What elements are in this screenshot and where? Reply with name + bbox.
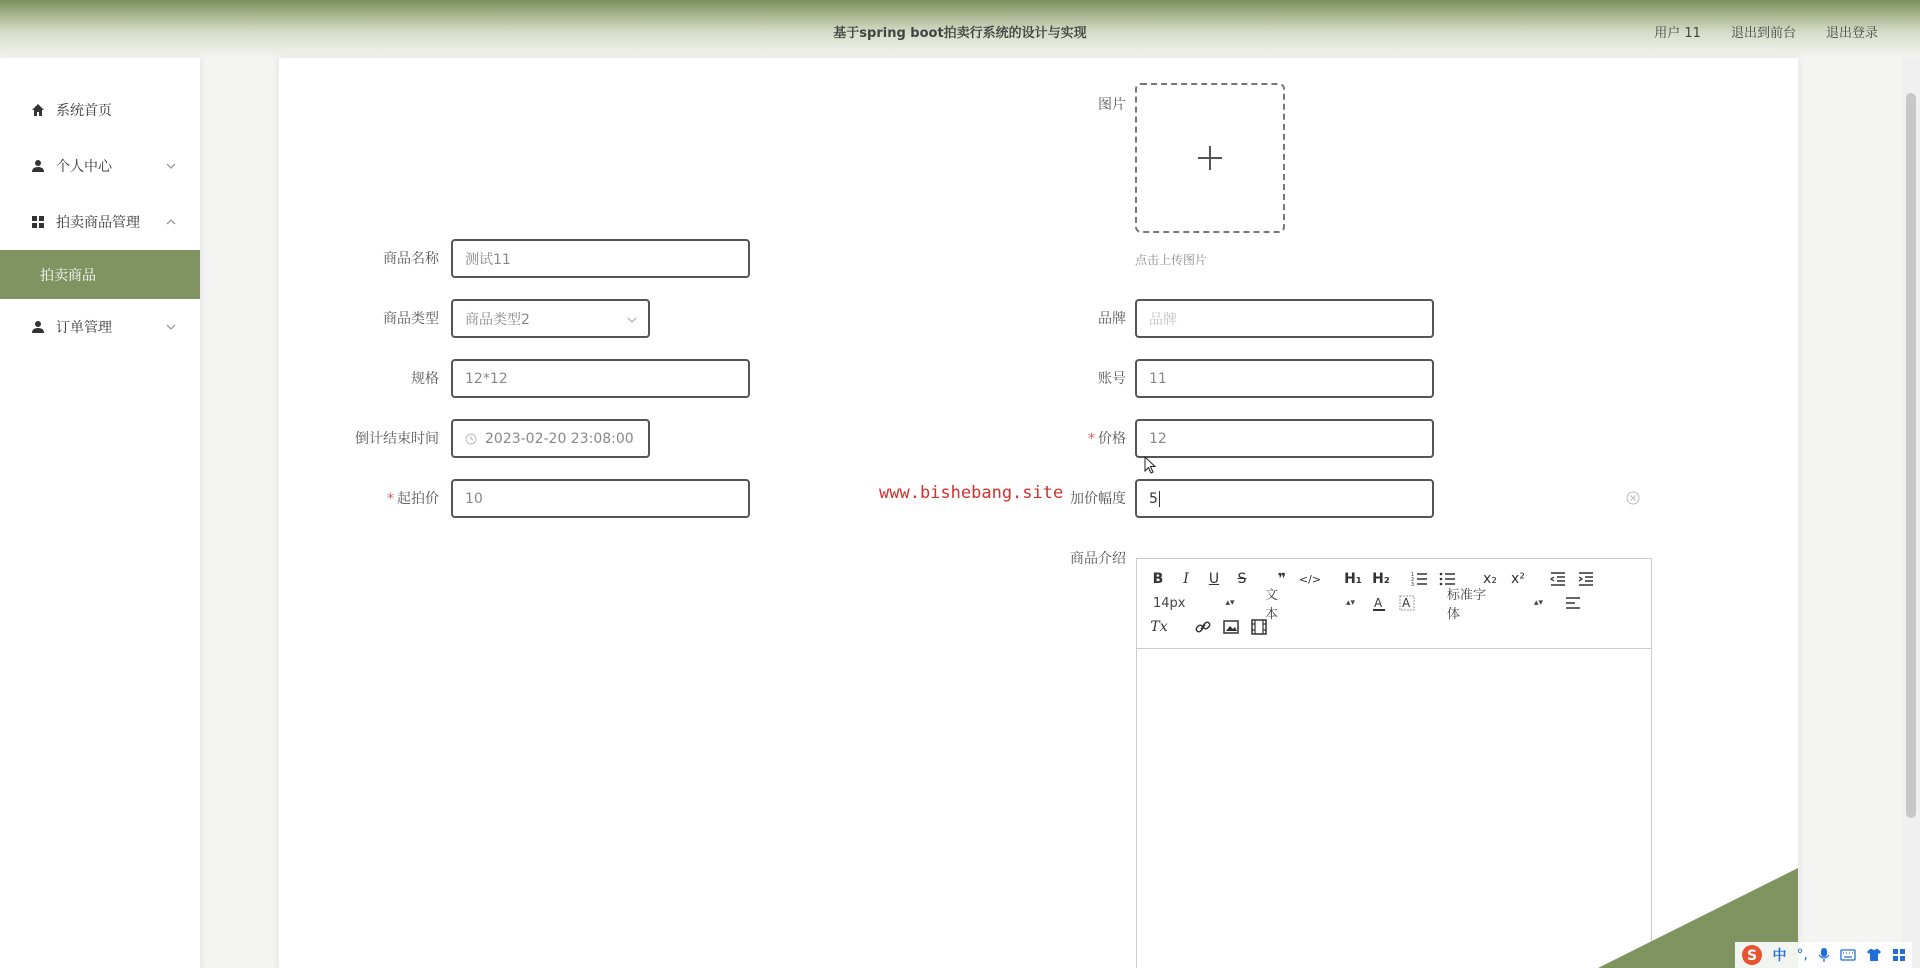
price-label-text: 价格 bbox=[1098, 431, 1126, 447]
chevron-down-icon bbox=[164, 320, 178, 334]
brand-label: 品牌 bbox=[1098, 311, 1126, 327]
font-size-value: 14px bbox=[1153, 595, 1186, 611]
editor-toolbar bbox=[1137, 559, 1651, 649]
header-1-button[interactable]: H₁ bbox=[1344, 571, 1362, 587]
spec-input[interactable]: 12*12 bbox=[451, 359, 750, 398]
sidebar-item-label: 个人中心 bbox=[56, 159, 112, 175]
plus-icon bbox=[1135, 83, 1285, 233]
ordered-list-icon[interactable] bbox=[1411, 571, 1429, 587]
image-insert-icon[interactable] bbox=[1223, 619, 1239, 635]
indent-icon[interactable] bbox=[1577, 571, 1595, 587]
form-card bbox=[279, 58, 1798, 968]
user-icon bbox=[30, 158, 46, 174]
sidebar-item-profile[interactable] bbox=[0, 138, 200, 194]
brand-input[interactable]: 品牌 bbox=[1135, 299, 1434, 338]
sidebar-item-label: 订单管理 bbox=[56, 320, 112, 336]
increment-label: 加价幅度 bbox=[1070, 491, 1126, 507]
goods-name-input[interactable]: 测试11 bbox=[451, 239, 750, 278]
top-header bbox=[0, 0, 1920, 58]
image-upload-box[interactable] bbox=[1135, 83, 1285, 233]
goods-type-value: 商品类型2 bbox=[465, 311, 530, 328]
sidebar-item-label: 拍卖商品 bbox=[40, 267, 96, 284]
sogou-logo-icon[interactable] bbox=[1741, 944, 1763, 966]
grid-icon bbox=[30, 214, 46, 230]
font-family-select[interactable] bbox=[1447, 588, 1543, 622]
superscript-button[interactable]: x² bbox=[1511, 571, 1525, 587]
header-2-button[interactable]: H₂ bbox=[1372, 571, 1390, 587]
account-input[interactable]: 11 bbox=[1135, 359, 1434, 398]
system-title: 基于spring boot拍卖行系统的设计与实现 bbox=[833, 26, 1087, 41]
end-time-value: 2023-02-20 23:08:00 bbox=[485, 430, 634, 447]
align-left-icon[interactable] bbox=[1565, 596, 1581, 610]
spec-label: 规格 bbox=[411, 371, 439, 387]
video-insert-icon[interactable] bbox=[1251, 619, 1267, 635]
mouse-cursor-icon bbox=[1144, 456, 1158, 476]
user-icon bbox=[30, 319, 46, 335]
price-label bbox=[1006, 428, 1126, 448]
subscript-button[interactable]: x₂ bbox=[1483, 571, 1497, 587]
ime-punct-label[interactable]: °, bbox=[1796, 947, 1808, 963]
sidebar-item-orders[interactable] bbox=[0, 299, 200, 355]
svg-text:1: 1 bbox=[1411, 572, 1415, 578]
home-icon bbox=[30, 102, 46, 118]
required-mark: * bbox=[387, 491, 394, 507]
strike-button[interactable]: S bbox=[1237, 571, 1247, 587]
chevron-up-icon bbox=[164, 215, 178, 229]
start-price-label bbox=[319, 488, 439, 508]
italic-button[interactable]: I bbox=[1183, 571, 1189, 587]
svg-text:A: A bbox=[1402, 596, 1411, 610]
chevron-down-icon bbox=[626, 314, 638, 326]
ime-status-bar bbox=[1735, 942, 1912, 968]
font-family-value: 标准字体 bbox=[1447, 588, 1487, 622]
microphone-icon[interactable] bbox=[1818, 947, 1830, 963]
start-price-label-text: 起拍价 bbox=[397, 491, 439, 507]
page-scrollbar[interactable] bbox=[1902, 58, 1920, 968]
skin-shirt-icon[interactable] bbox=[1866, 948, 1882, 962]
background-color-icon[interactable] bbox=[1399, 595, 1415, 611]
intro-label: 商品介绍 bbox=[1070, 551, 1126, 567]
svg-text:3: 3 bbox=[1411, 582, 1415, 587]
image-label: 图片 bbox=[1098, 97, 1126, 113]
svg-text:A: A bbox=[1374, 596, 1383, 610]
outdent-icon[interactable] bbox=[1549, 571, 1567, 587]
text-caret bbox=[1159, 491, 1160, 507]
clear-icon[interactable] bbox=[1626, 491, 1640, 505]
clock-icon bbox=[465, 433, 477, 445]
sidebar-item-auction-goods-management[interactable] bbox=[0, 194, 200, 250]
end-time-picker[interactable] bbox=[451, 419, 650, 458]
sidebar-item-label: 拍卖商品管理 bbox=[56, 215, 140, 231]
toolbox-grid-icon[interactable] bbox=[1892, 948, 1906, 962]
upload-tip: 点击上传图片 bbox=[1135, 253, 1208, 267]
end-time-label: 倒计结束时间 bbox=[355, 431, 439, 447]
sidebar-item-label: 系统首页 bbox=[56, 103, 112, 119]
font-color-icon[interactable] bbox=[1371, 595, 1387, 611]
goods-type-label: 商品类型 bbox=[383, 311, 439, 327]
sidebar-item-auction-goods[interactable] bbox=[0, 250, 200, 299]
price-input[interactable]: 12 bbox=[1135, 419, 1434, 458]
chevron-down-icon bbox=[164, 159, 178, 173]
code-block-button[interactable]: </> bbox=[1298, 572, 1322, 586]
scrollbar-thumb[interactable] bbox=[1906, 93, 1916, 818]
keyboard-icon[interactable] bbox=[1840, 948, 1856, 962]
font-size-select[interactable] bbox=[1153, 594, 1237, 612]
current-user-label: 用户 11 bbox=[1654, 26, 1701, 41]
header-select-value: 文本 bbox=[1265, 588, 1279, 622]
exit-to-front-link[interactable]: 退出到前台 bbox=[1730, 26, 1796, 41]
select-arrows-icon: ▴▾ bbox=[1225, 598, 1235, 608]
sidebar bbox=[0, 58, 200, 968]
clear-format-button[interactable]: Tx bbox=[1150, 619, 1168, 635]
start-price-input[interactable]: 10 bbox=[451, 479, 750, 518]
increment-input[interactable] bbox=[1135, 479, 1434, 518]
header-select[interactable] bbox=[1265, 588, 1355, 622]
watermark-text: www.bishebang.site bbox=[879, 483, 1064, 503]
select-arrows-icon: ▴▾ bbox=[1533, 598, 1543, 608]
bold-button[interactable]: B bbox=[1152, 571, 1164, 587]
select-arrows-icon: ▴▾ bbox=[1345, 598, 1355, 608]
sidebar-item-home[interactable] bbox=[0, 82, 200, 138]
goods-type-select[interactable] bbox=[451, 299, 650, 338]
goods-name-label: 商品名称 bbox=[383, 251, 439, 267]
account-label: 账号 bbox=[1098, 371, 1126, 387]
required-mark: * bbox=[1088, 431, 1095, 447]
svg-text:S: S bbox=[1746, 948, 1757, 964]
link-icon[interactable] bbox=[1195, 619, 1211, 635]
ime-mode-label[interactable]: 中 bbox=[1772, 948, 1787, 964]
logout-link[interactable]: 退出登录 bbox=[1825, 26, 1878, 41]
blockquote-button[interactable]: ❞ bbox=[1277, 571, 1287, 587]
underline-button[interactable]: U bbox=[1208, 571, 1220, 587]
header-links bbox=[1654, 22, 1878, 41]
increment-value: 5 bbox=[1149, 490, 1158, 507]
svg-text:2: 2 bbox=[1411, 577, 1415, 583]
